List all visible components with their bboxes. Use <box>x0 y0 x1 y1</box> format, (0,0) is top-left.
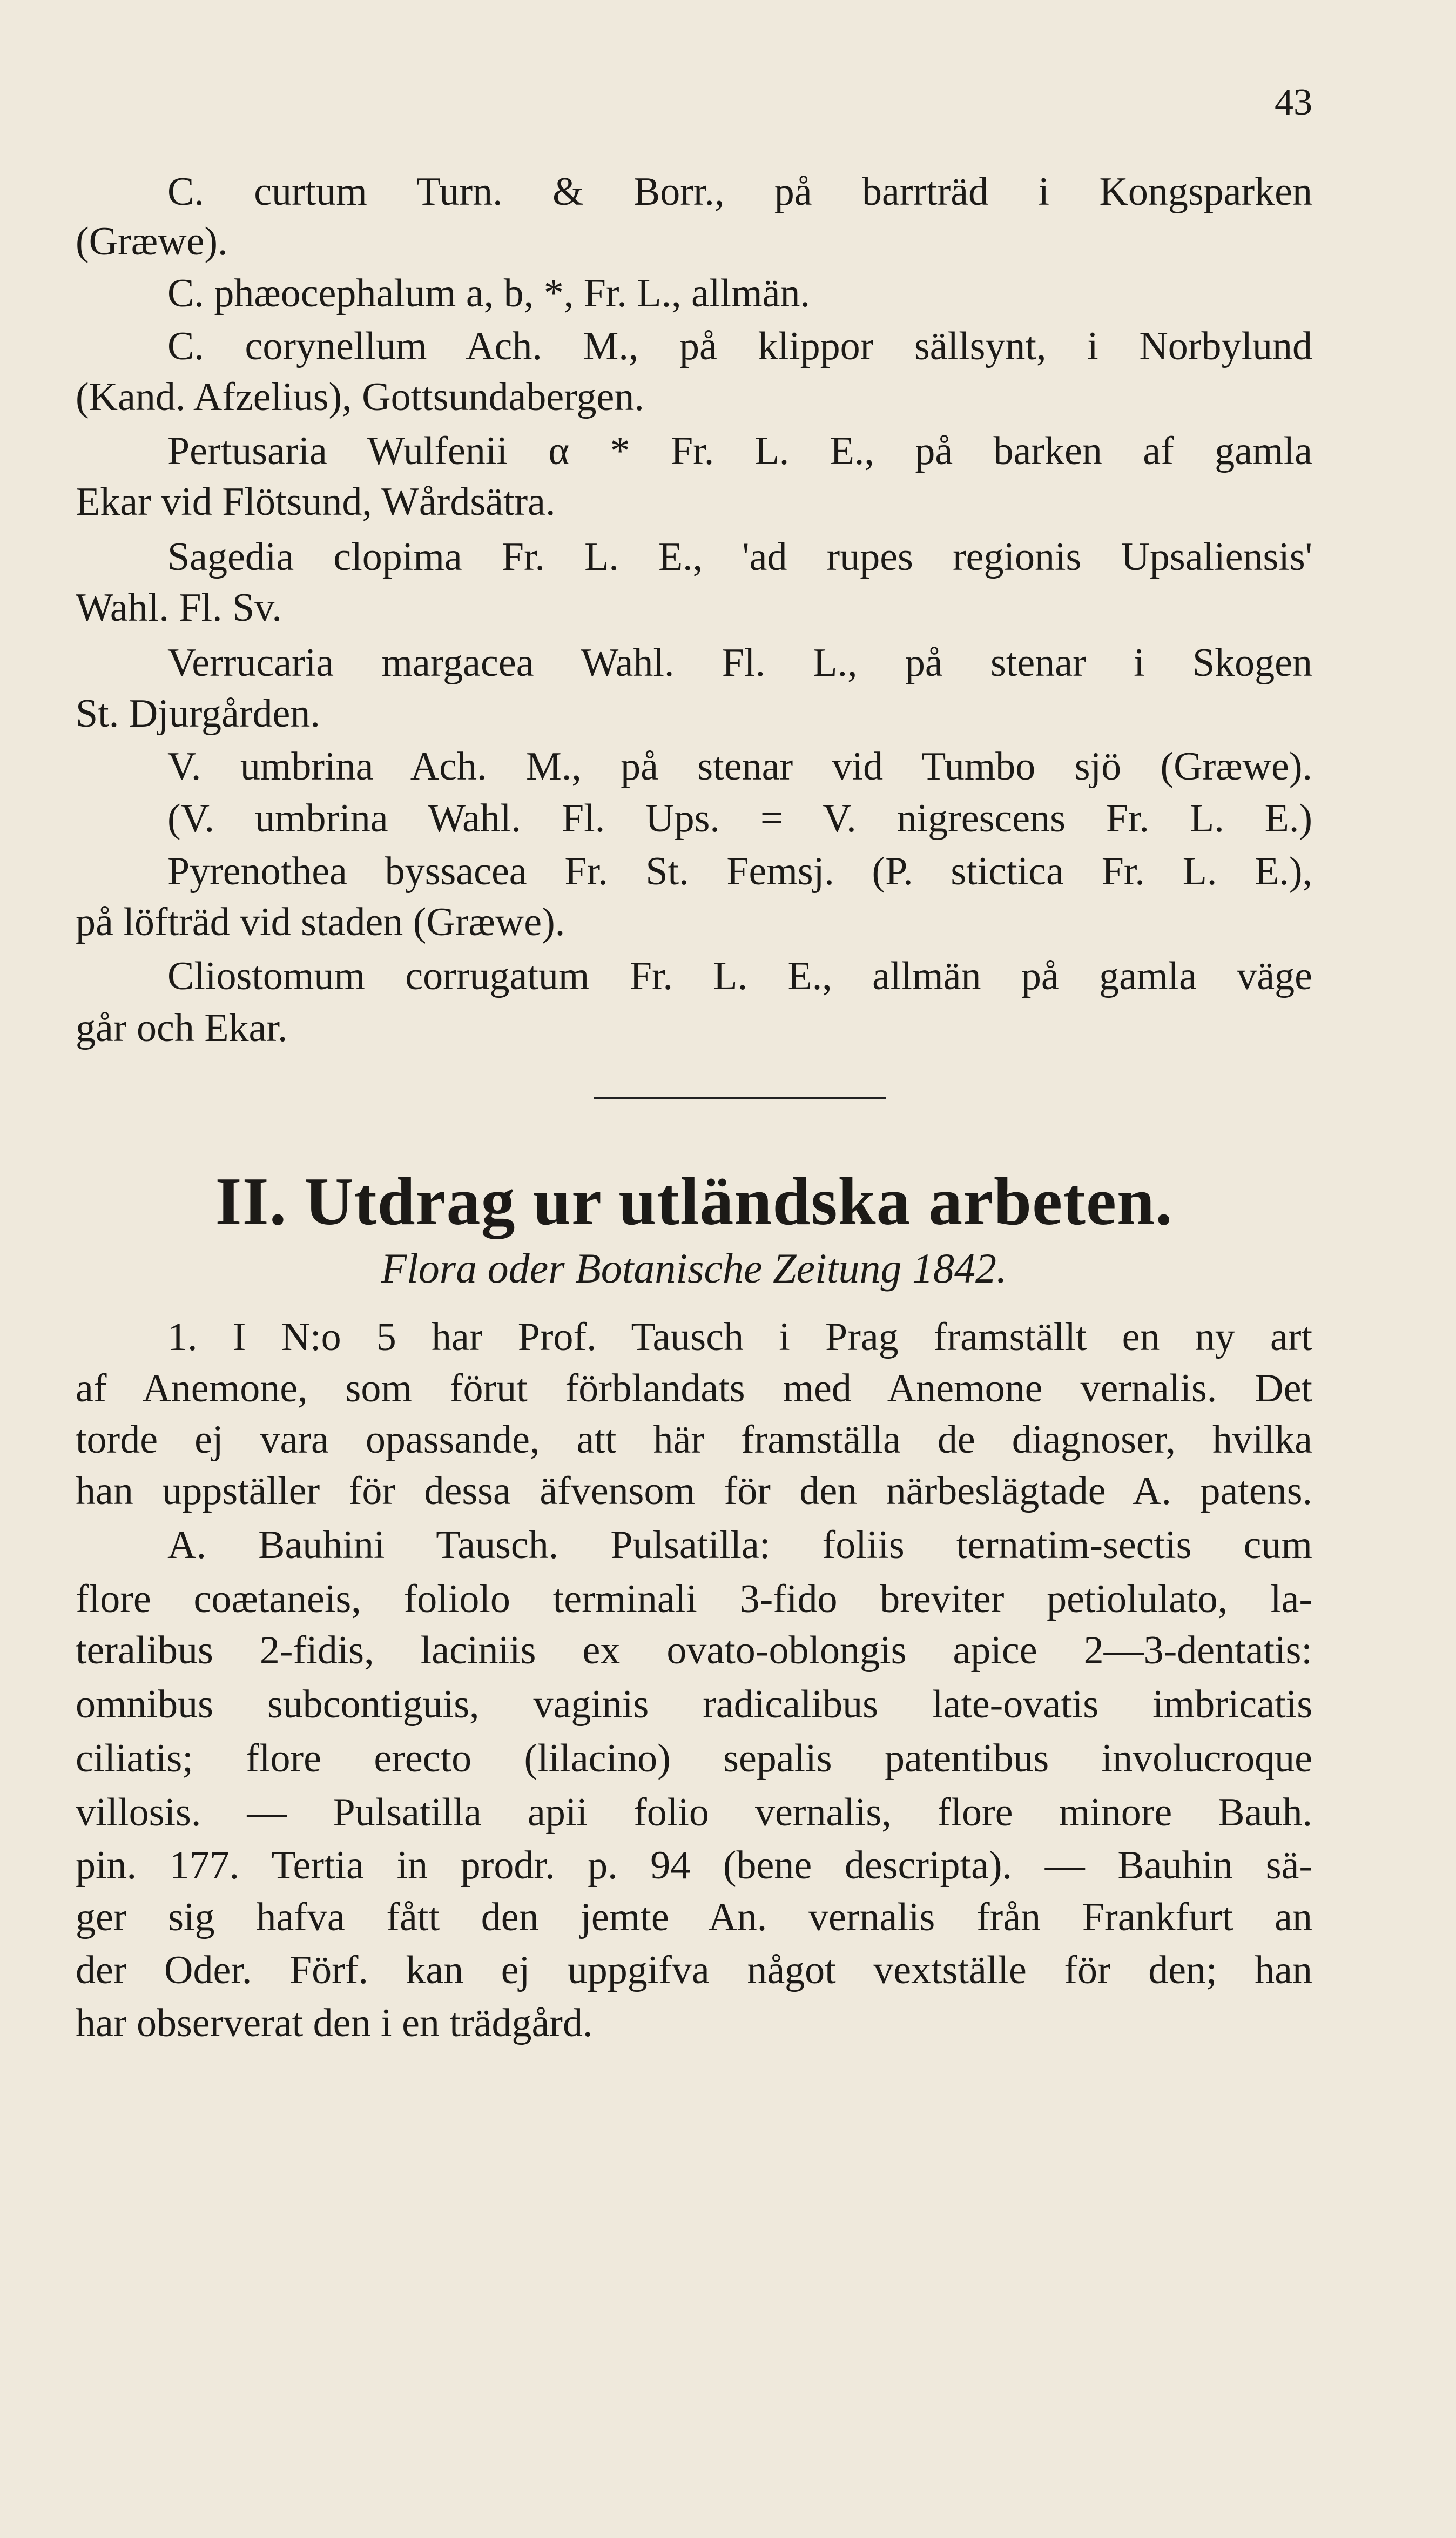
text-line: 1. I N:o 5 har Prof. Tausch i Prag framställt en ny art <box>167 1315 1312 1359</box>
text-line: Wahl. Fl. Sv. <box>76 586 282 630</box>
text-line: (Græwe). <box>76 219 228 264</box>
section-subheading: Flora oder Botanische Zeitung 1842. <box>381 1245 1007 1292</box>
text-line: C. phæocephalum a, b, *, Fr. L., allmän. <box>167 271 810 315</box>
text-line: Sagedia clopima Fr. L. E., 'ad rupes regionis Upsaliensis' <box>167 535 1312 579</box>
text-line: St. Djurgården. <box>76 691 320 736</box>
text-line: A. Bauhini Tausch. Pulsatilla: foliis ternatim-sectis cum <box>167 1523 1312 1567</box>
section-divider <box>594 1097 886 1099</box>
text-line: går och Ekar. <box>76 1006 288 1050</box>
text-line: Cliostomum corrugatum Fr. L. E., allmän på gamla väge <box>167 954 1312 998</box>
text-line: på löfträd vid staden (Græwe). <box>76 900 565 944</box>
text-line: Pertusaria Wulfenii α * Fr. L. E., på barken af gamla <box>167 429 1312 473</box>
text-line: Pyrenothea byssacea Fr. St. Femsj. (P. stictica Fr. L. E.), <box>167 849 1312 894</box>
text-line: ciliatis; flore erecto (lilacino) sepalis patentibus involucroque <box>76 1736 1312 1781</box>
text-line: V. umbrina Ach. M., på stenar vid Tumbo sjö (Græwe). <box>167 744 1312 789</box>
text-line: pin. 177. Tertia in prodr. p. 94 (bene descripta). — Bauhin sä- <box>76 1843 1312 1888</box>
text-line: der Oder. Förf. kan ej uppgifva något vextställe för den; han <box>76 1948 1312 1992</box>
text-line: flore coætaneis, foliolo terminali 3-fido breviter petiolulato, la- <box>76 1577 1312 1621</box>
text-line: C. curtum Turn. & Borr., på barrträd i Kongsparken <box>167 170 1312 214</box>
text-line: villosis. — Pulsatilla apii folio vernalis, flore minore Bauh. <box>76 1790 1312 1835</box>
text-line: Verrucaria margacea Wahl. Fl. L., på stenar i Skogen <box>167 641 1312 685</box>
text-line: C. corynellum Ach. M., på klippor sällsynt, i Norbylund <box>167 324 1312 368</box>
text-line: (Kand. Afzelius), Gottsundabergen. <box>76 375 644 419</box>
text-line: ger sig hafva fått den jemte An. vernalis från Frankfurt an <box>76 1895 1312 1939</box>
text-line: torde ej vara opassande, att här framställa de diagnoser, hvilka <box>76 1418 1312 1462</box>
text-line: teralibus 2-fidis, laciniis ex ovato-oblongis apice 2—3-dentatis: <box>76 1628 1312 1673</box>
text-line: af Anemone, som förut förblandats med Anemone vernalis. Det <box>76 1366 1312 1411</box>
section-heading: II. Utdrag ur utländska arbeten. <box>215 1164 1173 1239</box>
text-line: har observerat den i en trädgård. <box>76 2001 593 2045</box>
text-line: Ekar vid Flötsund, Wårdsätra. <box>76 480 556 524</box>
text-line: omnibus subcontiguis, vaginis radicalibus late-ovatis imbricatis <box>76 1682 1312 1727</box>
text-line: han uppställer för dessa äfvensom för den närbeslägtade A. patens. <box>76 1469 1312 1513</box>
page-number: 43 <box>1275 82 1312 123</box>
text-line: (V. umbrina Wahl. Fl. Ups. = V. nigrescens Fr. L. E.) <box>167 796 1312 841</box>
